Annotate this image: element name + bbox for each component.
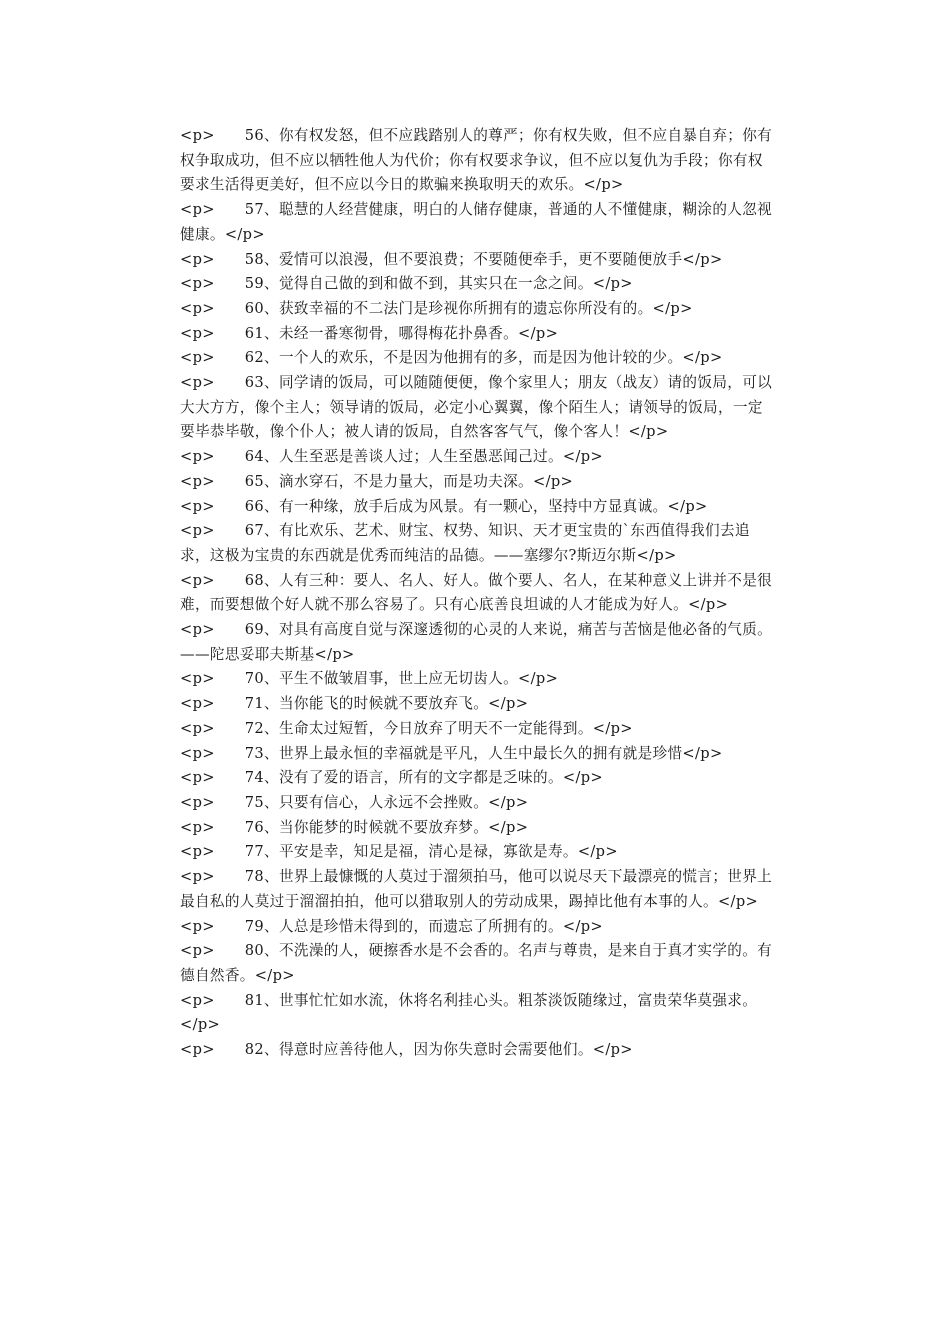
quote-paragraph-74: <p> 74、没有了爱的语言，所有的文字都是乏味的。</p> [180,769,603,787]
quote-paragraph-82: <p> 82、得意时应善待他人，因为你失意时会需要他们。</p> [180,1041,633,1059]
document-body [180,124,774,1063]
quote-paragraph-81: <p> 81、世事忙忙如水流，休将名利挂心头。粗茶淡饭随缘过，富贵荣华莫强求。</p> [180,991,758,1034]
quote-paragraph-63: <p> 63、同学请的饭局，可以随随便便，像个家里人；朋友（战友）请的饭局，可以大大方方，像个主人；领导请的饭局，必定小心翼翼，像个陌生人；请领导的饭局，一定要毕恭毕敬，像个仆人；被人请的饭局，自然客客气气，像个客人！</p> [180,374,773,441]
quote-paragraph-58: <p> 58、爱情可以浪漫，但不要浪费；不要随便牵手，更不要随便放手</p> [180,250,723,268]
quote-paragraph-66: <p> 66、有一种缘，放手后成为风景。有一颗心，坚持中方显真诚。</p> [180,497,708,515]
quote-paragraph-80: <p> 80、不洗澡的人，硬擦香水是不会香的。名声与尊贵，是来自于真才实学的。有德自然香。</p> [180,942,773,984]
quote-paragraph-79: <p> 79、人总是珍惜未得到的，而遗忘了所拥有的。</p> [180,917,603,935]
quote-paragraph-70: <p> 70、平生不做皱眉事，世上应无切齿人。</p> [180,670,559,688]
quote-paragraph-68: <p> 68、人有三种：要人、名人、好人。做个要人、名人，在某种意义上讲并不是很难，而要想做个好人就不那么容易了。只有心底善良坦诚的人才能成为好人。</p> [180,571,773,614]
quote-paragraph-72: <p> 72、生命太过短暂，今日放弃了明天不一定能得到。</p> [180,719,633,737]
quote-paragraph-77: <p> 77、平安是幸，知足是福，清心是禄，寡欲是寿。</p> [180,843,618,861]
quote-paragraph-73: <p> 73、世界上最永恒的幸福就是平凡，人生中最长久的拥有就是珍惜</p> [180,744,723,762]
quote-paragraph-62: <p> 62、一个人的欢乐，不是因为他拥有的多，而是因为他计较的少。</p> [180,349,723,367]
quote-paragraph-67: <p> 67、有比欢乐、艺术、财宝、权势、知识、天才更宝贵的`东西值得我们去追求，这极为宝贵的东西就是优秀而纯洁的品德。——塞缪尔?斯迈尔斯</p> [180,522,750,564]
quote-paragraph-65: <p> 65、滴水穿石，不是力量大，而是功夫深。</p> [180,472,574,490]
quote-paragraph-60: <p> 60、获致幸福的不二法门是珍视你所拥有的遗忘你所没有的。</p> [180,299,693,317]
quote-paragraph-61: <p> 61、未经一番寒彻骨，哪得梅花扑鼻香。</p> [180,324,559,342]
quote-paragraph-76: <p> 76、当你能梦的时候就不要放弃梦。</p> [180,818,529,836]
quote-paragraph-59: <p> 59、觉得自己做的到和做不到，其实只在一念之间。</p> [180,275,633,293]
quote-paragraph-57: <p> 57、聪慧的人经营健康，明白的人储存健康，普通的人不懂健康，糊涂的人忽视健康。</p> [180,201,773,243]
quote-paragraph-64: <p> 64、人生至恶是善谈人过；人生至愚恶闻己过。</p> [180,448,603,466]
quote-paragraph-75: <p> 75、只要有信心，人永远不会挫败。</p> [180,793,529,811]
quote-paragraph-78: <p> 78、世界上最慷慨的人莫过于溜须拍马，他可以说尽天下最漂亮的慌言；世界上最自私的人莫过于溜溜拍拍，他可以猎取别人的劳动成果，踢掉比他有本事的人。</p> [180,868,773,910]
quote-paragraph-56: <p> 56、你有权发怒，但不应践踏别人的尊严；你有权失败，但不应自暴自弃；你有权争取成功，但不应以牺牲他人为代价；你有权要求争议，但不应以复仇为手段；你有权要求生活得更美好，但不应以今日的欺骗来换取明天的欢乐。</p> [180,127,773,194]
quote-paragraph-69: <p> 69、对具有高度自觉与深邃透彻的心灵的人来说，痛苦与苦恼是他必备的气质。——陀思妥耶夫斯基</p> [180,621,773,663]
quote-paragraph-71: <p> 71、当你能飞的时候就不要放弃飞。</p> [180,695,529,713]
